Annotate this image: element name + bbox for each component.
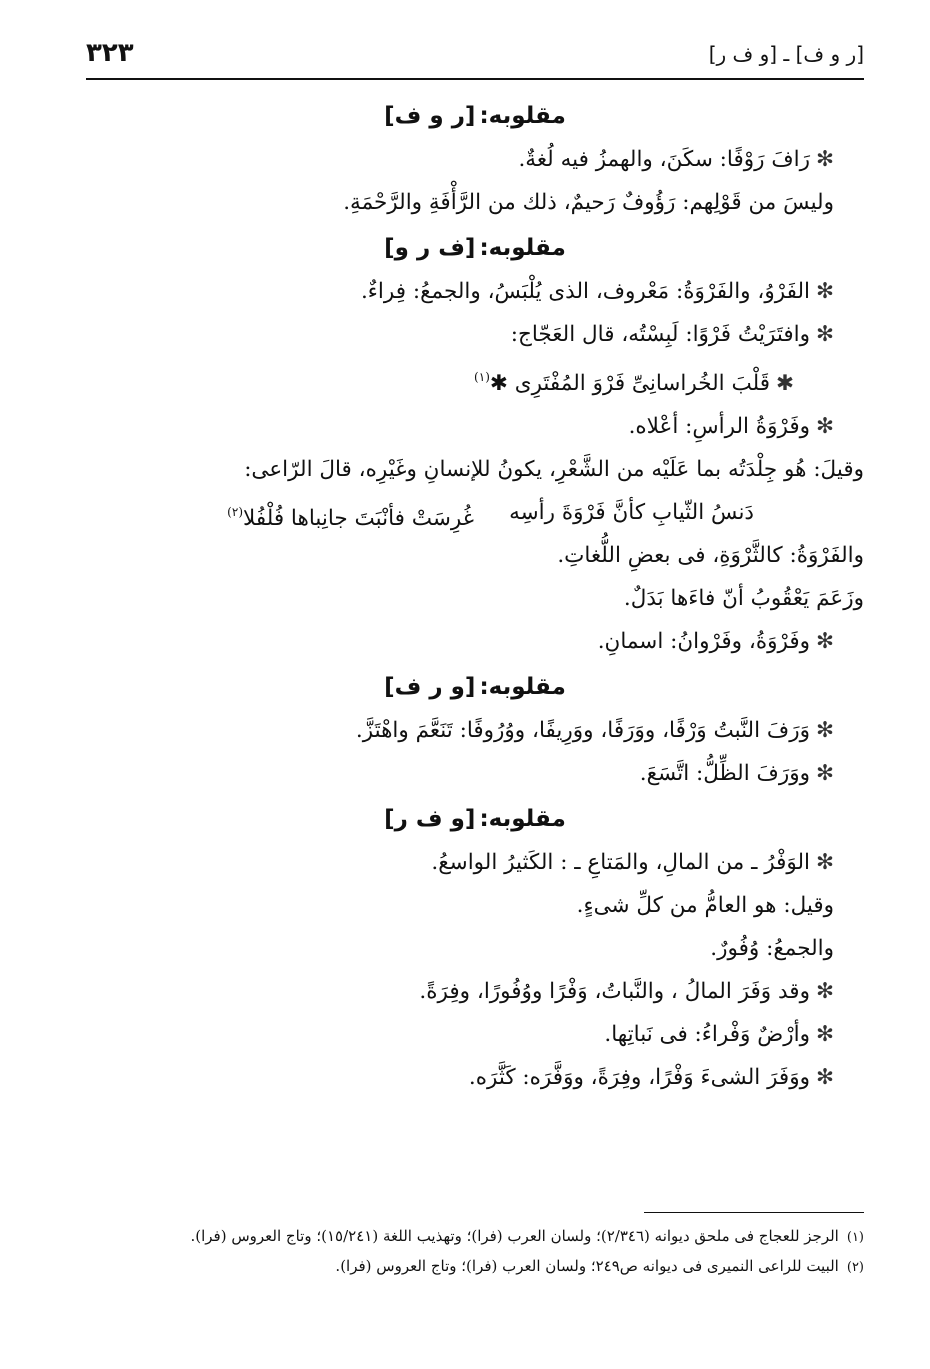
- text-line: [86, 181, 864, 224]
- line-text: وفَرْوَةُ، وفَرْوانُ: اسمانِ.: [597, 629, 810, 654]
- star-icon: ✻: [815, 1022, 834, 1047]
- text-line: [86, 1013, 864, 1056]
- star-icon: ✻: [815, 718, 834, 743]
- star-icon: ✻: [815, 1065, 834, 1090]
- heading-root: [ر و ف]: [384, 103, 476, 129]
- entry-heading: [86, 665, 864, 709]
- entry-heading: [86, 94, 864, 138]
- line-text: وافتَرَيْتُ فَرْوًا: لَبِسْتُه، قال العَجّاج:: [510, 322, 810, 347]
- footnote-text: الرجز للعجاج فى ملحق ديوانه (٢/٣٤٦)؛ ولسان العرب (فرا)؛ وتهذيب اللغة (١٥/٢٤١)؛ وتاج العروس (فرا).: [190, 1227, 839, 1245]
- line-text: غُرِسَتْ فأنْبَتَ جانِباها فُلْفُلا: [243, 506, 474, 531]
- heading-root: [و ر ف]: [384, 674, 476, 700]
- verse-star-icon: ✱: [775, 371, 794, 396]
- text-line: [86, 405, 864, 448]
- line-text: والجمعُ: وُفُورٌ.: [710, 936, 834, 961]
- verse-hemistich-1: دَنسُ الثّيابِ كأنَّ فَرْوَةَ رأسِه: [509, 500, 754, 525]
- footnote-2: [86, 1252, 864, 1282]
- line-text: وقد وَفَرَ المالُ ، والنَّباتُ، وَفْرًا ووُفُورًا، وفِرَةً.: [419, 979, 810, 1004]
- text-line: [86, 970, 864, 1013]
- footnote-ref: (٢): [227, 505, 243, 519]
- heading-root: [و ف ر]: [384, 806, 476, 832]
- footnote-number: (٢): [846, 1260, 864, 1275]
- entry-heading: [86, 226, 864, 270]
- line-text: وفَرْوَةُ الرأسِ: أعْلاه.: [628, 414, 810, 439]
- star-icon: ✻: [815, 850, 834, 875]
- footnote-1: [86, 1222, 864, 1252]
- line-text: وليسَ من قَوْلِهم: رَؤُوفٌ رَحيمٌ، ذلك من الرَّأْفَةِ والرَّحْمَةِ.: [343, 190, 834, 215]
- verse-hemistich-2: [227, 491, 474, 540]
- footnote-divider: [644, 1212, 864, 1213]
- page-header: [86, 38, 864, 80]
- line-text: ووَرَفَ الظِّلُّ: اتَّسَعَ.: [639, 761, 810, 786]
- heading-label: مقلوبه:: [479, 235, 566, 261]
- line-text: قَلْبَ الخُراسانِىِّ فَرْوَ المُفْتَرِى: [514, 371, 770, 396]
- text-line: [86, 534, 864, 577]
- main-text: [86, 92, 864, 1099]
- text-line: [86, 620, 864, 663]
- footnotes: [86, 1222, 864, 1282]
- star-icon: ✻: [815, 279, 834, 304]
- text-line: [86, 577, 864, 620]
- text-line: [86, 841, 864, 884]
- heading-label: مقلوبه:: [479, 103, 566, 129]
- line-text: والفَرْوَةُ: كالثَّرْوَةِ، فى بعضِ اللُّغاتِ.: [557, 543, 864, 568]
- text-line: [86, 313, 864, 356]
- star-icon: ✻: [815, 761, 834, 786]
- line-text: ووَفَرَ الشىءَ وَفْرًا، وفِرَةً، ووَفَّرَه: كَثَّرَه.: [468, 1065, 810, 1090]
- line-text: وقيل: هو العامُّ من كلِّ شىءٍ.: [576, 893, 834, 918]
- heading-label: مقلوبه:: [479, 806, 566, 832]
- text-line: [86, 884, 864, 927]
- footnote-ref: (١): [474, 370, 490, 384]
- line-text: وأرْضٌ وَفْراءُ: فى نَباتِها.: [604, 1022, 810, 1047]
- entry-heading: [86, 797, 864, 841]
- line-text: الفَرْوُ، والفَرْوَةُ: مَعْروف، الذى يُلْبَسُ، والجمعُ: فِراءٌ.: [360, 279, 810, 304]
- star-icon: ✻: [815, 629, 834, 654]
- footnote-text: البيت للراعى النميرى فى ديوانه ص٢٤٩؛ ولسان العرب (فرا)؛ وتاج العروس (فرا).: [335, 1257, 839, 1275]
- line-text: الوَفْرُ ـ من المالِ، والمَتاعِ ـ : الكَثيرُ الواسعُ.: [431, 850, 810, 875]
- line-text: وزَعَمَ يَعْقُوبُ أنّ فاءَها بَدَلٌ.: [623, 586, 864, 611]
- text-line: [86, 1056, 864, 1099]
- text-line: [86, 752, 864, 795]
- star-icon: ✻: [815, 414, 834, 439]
- verse-star-icon: ✱: [489, 371, 508, 396]
- line-text: رَافَ رَوْفًا: سكَنَ، والهمزُ فيه لُغةٌ.: [518, 147, 810, 172]
- verse-line: [86, 356, 864, 405]
- star-icon: ✻: [815, 147, 834, 172]
- star-icon: ✻: [815, 322, 834, 347]
- footnote-number: (١): [846, 1230, 864, 1245]
- poem-verse: [86, 491, 864, 534]
- heading-label: مقلوبه:: [479, 674, 566, 700]
- line-text: وَرَفَ النَّبتُ وَرْفًا، ووَرَفًا، ووَرِيفًا، ووُرُوفًا: تَنَعَّمَ واهْتَزَّ.: [355, 718, 810, 743]
- text-line: [86, 270, 864, 313]
- text-line: [86, 138, 864, 181]
- text-line: [86, 448, 864, 491]
- line-text: وقيلَ: هُو جِلْدَتُه بما عَلَيْه من الشَّعْرِ، يكونُ للإنسانِ وغَيْرِه، قالَ الرّاعى:: [244, 457, 864, 482]
- star-icon: ✻: [815, 979, 834, 1004]
- text-line: [86, 927, 864, 970]
- running-head: [ر و ف] ـ [و ف ر]: [708, 42, 864, 66]
- heading-root: [ف ر و]: [384, 235, 476, 261]
- page-number: ٣٢٣: [86, 38, 134, 68]
- text-line: [86, 709, 864, 752]
